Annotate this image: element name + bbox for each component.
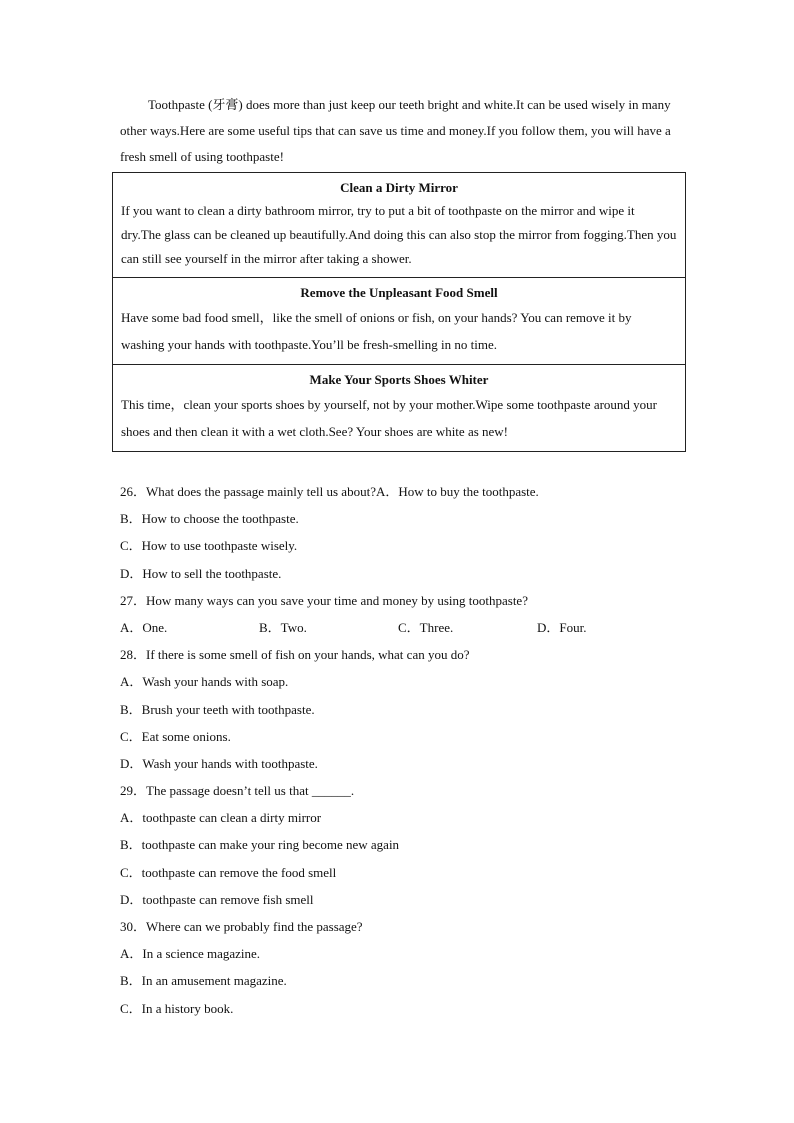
tip-title: Clean a Dirty Mirror [340,180,458,195]
tip-shoes-whiter [113,365,685,451]
tip-body: If you want to clean a dirty bathroom mirror, try to put a bit of toothpaste on the mirror and wipe it dry.The glass can be cleaned up beautifully.And doing this can also stop the mirror from fogging.Then you can still see yourself in the mirror after taking a shower. [121,203,677,266]
tip-remove-smell [113,278,685,365]
option-27-b: B．Two. [259,619,307,635]
question-29-stem: 29．The passage doesn’t tell us that ______. [120,783,355,799]
option-28-b: B．Brush your teeth with toothpaste. [120,701,315,717]
option-28-a: A．Wash your hands with soap. [120,674,289,690]
tips-table [112,172,686,452]
option-29-b: B．toothpaste can make your ring become new again [120,837,400,853]
option-27-a: A．One. [120,619,168,635]
option-29-a: A．toothpaste can clean a dirty mirror [120,810,322,826]
option-30-b: B．In an amusement magazine. [120,973,287,989]
option-29-c: C．toothpaste can remove the food smell [120,864,337,880]
question-30-stem: 30．Where can we probably find the passage? [120,919,363,934]
question-27-options [120,614,680,641]
tip-title: Remove the Unpleasant Food Smell [300,285,498,300]
option-29-d: D．toothpaste can remove fish smell [120,891,314,907]
intro-paragraph: Toothpaste (牙膏) does more than just keep our teeth bright and white.It can be used wisely in many other ways.Here are some useful tips that can save us time and money.If you follow them, you will have a fresh smell of using toothpaste! [120,97,671,164]
tip-body: This time，clean your sports shoes by yourself, not by your mother.Wipe some toothpaste around your shoes and then clean it with a wet cloth.See? Your shoes are white as new! [121,397,657,439]
option-28-c: C．Eat some onions. [120,728,231,744]
option-26-b: B．How to choose the toothpaste. [120,511,299,527]
question-28-stem: 28．If there is some smell of fish on your hands, what can you do? [120,647,470,663]
tip-title: Make Your Sports Shoes Whiter [309,372,489,387]
option-26-c: C．How to use toothpaste wisely. [120,538,298,554]
option-27-c: C．Three. [398,619,454,635]
option-27-d: D．Four. [537,619,587,635]
questions-list [120,478,680,1022]
question-26-stem: 26．What does the passage mainly tell us about?A．How to buy the toothpaste. [120,484,539,499]
question-27-stem: 27．How many ways can you save your time and money by using toothpaste? [120,592,528,608]
option-30-a: A．In a science magazine. [120,946,261,962]
option-26-d: D．How to sell the toothpaste. [120,565,282,581]
tip-body: Have some bad food smell，like the smell of onions or fish, on your hands? You can remove it by washing your hands with toothpaste.You’ll be fresh-smelling in no time. [121,310,632,352]
option-28-d: D．Wash your hands with toothpaste. [120,755,318,771]
tip-clean-mirror [113,173,685,278]
option-30-c: C．In a history book. [120,1000,234,1016]
